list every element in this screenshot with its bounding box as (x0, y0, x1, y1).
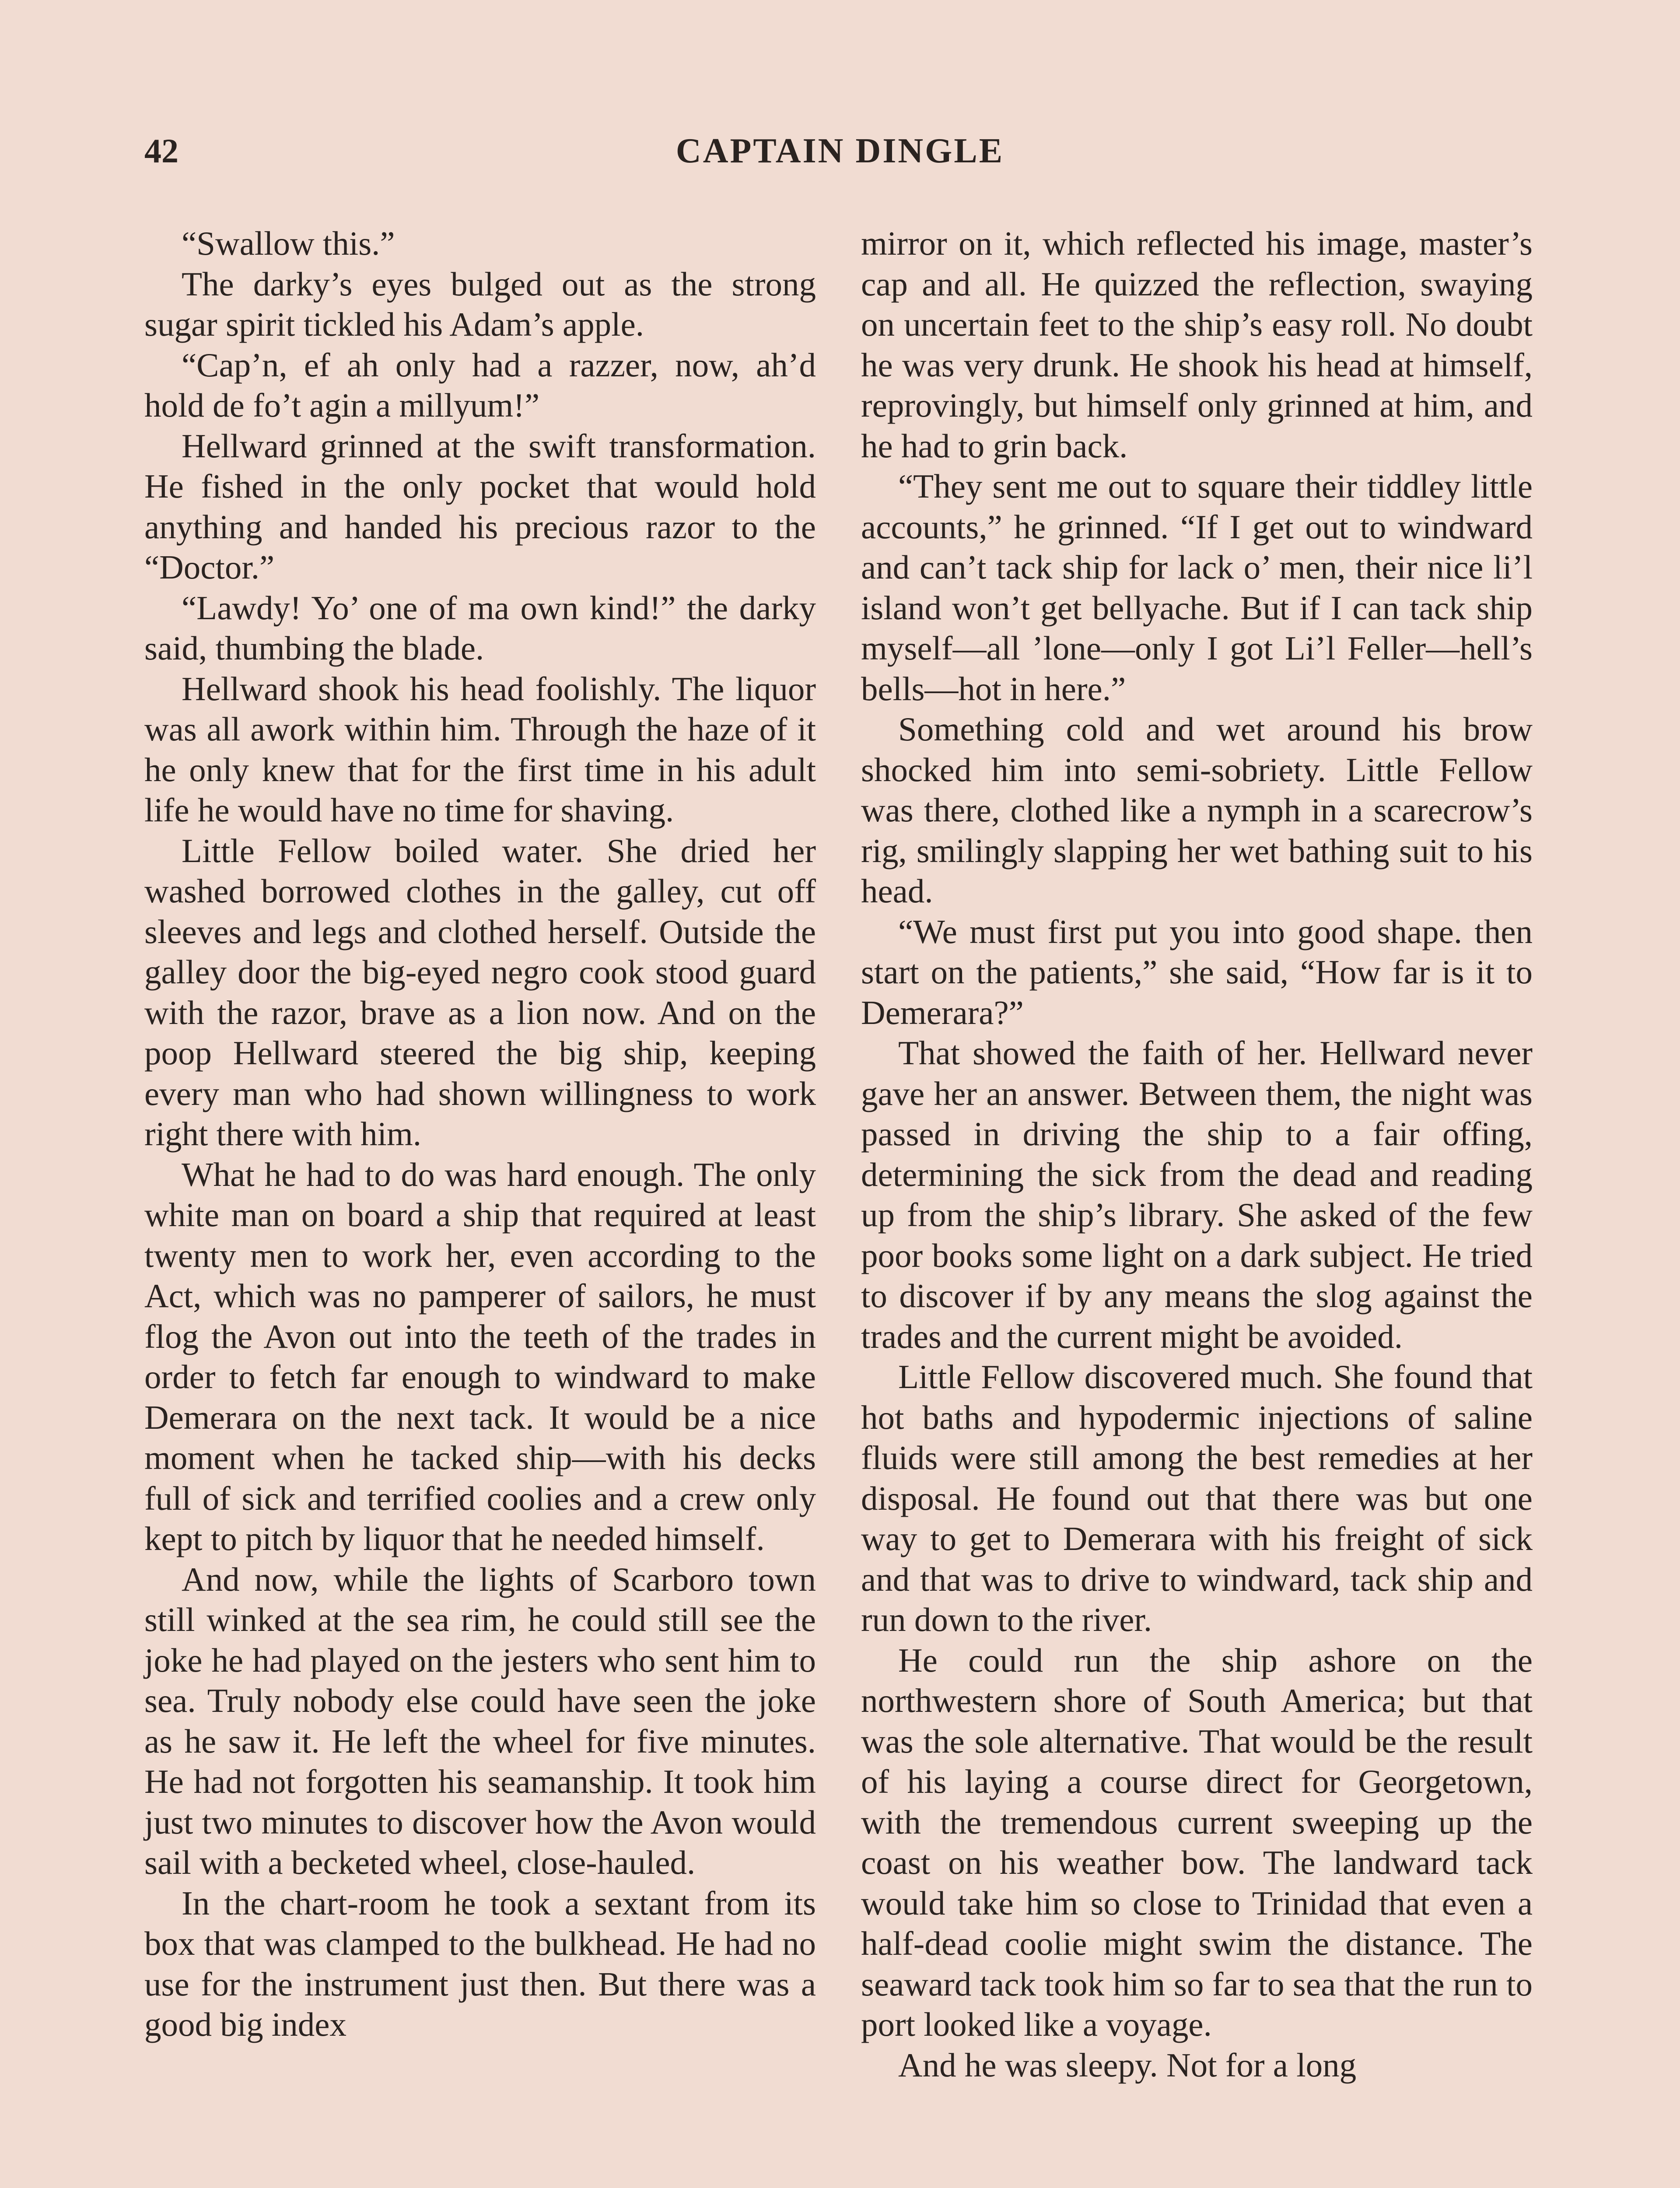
paragraph: Something cold and wet around his brow shocked him into semi-sobriety. Little Fellow was there, clothed like a nymph in a scarecrow’s rig, smilingly slapping her wet bathing suit to his head. (861, 710, 1533, 910)
paragraph: mirror on it, which reflected his image, master’s cap and all. He quizzed the reflection, swaying on uncertain feet to the ship’s easy roll. No doubt he was very drunk. He shook his head at himself, reprovingly, but himself only grinned at him, and he had to grin back. (861, 224, 1533, 465)
paragraph: Hellward grinned at the swift transformation. He fished in the only pocket that would hold anything and handed his precious razor to the “Doctor.” (144, 427, 816, 586)
paragraph: In the chart-room he took a sextant from its box that was clamped to the bulkhead. He had no use for the instrument just then. But there was a good big index (144, 1884, 816, 2043)
running-title: CAPTAIN DINGLE (676, 132, 1004, 170)
paragraph: The darky’s eyes bulged out as the strong sugar spirit tickled his Adam’s apple. (144, 265, 816, 343)
page-header (144, 131, 1536, 179)
paragraph: Little Fellow boiled water. She dried her washed borrowed clothes in the galley, cut off sleeves and legs and clothed herself. Outside the galley door the big-eyed negro cook stood guard with the razor, brave as a lion now. And on the poop Hellward steered the big ship, keeping every man who had shown willingness to work right there with him. (144, 831, 816, 1153)
paragraph: “Lawdy! Yo’ one of ma own kind!” the darky said, thumbing the blade. (144, 589, 816, 667)
paragraph: He could run the ship ashore on the northwestern shore of South America; but that was the sole alternative. That would be the result of his laying a course direct for Georgetown, with the tremendous current sweeping up the coast on his weather bow. The landward tack would take him so close to Trinidad that even a half-dead coolie might swim the distance. The seaward tack took him so far to sea that the run to port looked like a voyage. (861, 1641, 1533, 2043)
paragraph: What he had to do was hard enough. The only white man on board a ship that required at least twenty men to work her, even according to the Act, which was no pamperer of sailors, he must flog the Avon out into the teeth of the trades in order to fetch far enough to windward to make Demerara on the next tack. It would be a nice moment when he tacked ship—with his decks full of sick and terrified coolies and a crew only kept to pitch by liquor that he needed himself. (144, 1155, 816, 1557)
page-number: 42 (144, 132, 178, 170)
paragraph: Hellward shook his head foolishly. The liquor was all awork within him. Through the haze of it he only knew that for the first time in his adult life he would have no time for shaving. (144, 670, 816, 829)
right-column (861, 223, 1533, 2085)
left-column (144, 223, 816, 2045)
paragraph: “Cap’n, ef ah only had a razzer, now, ah’d hold de fo’t agin a millyum!” (144, 346, 816, 424)
paragraph: That showed the faith of her. Hellward never gave her an answer. Between them, the night was passed in driving the ship to a fair offing, determining the sick from the dead and reading up from the ship’s library. She asked of the few poor books some light on a dark subject. He tried to discover if by any means the slog against the trades and the current might be avoided. (861, 1034, 1533, 1355)
paragraph: Little Fellow discovered much. She found that hot baths and hypodermic injections of saline fluids were still among the best remedies at her disposal. He found out that there was but one way to get to Demerara with his freight of sick and that was to drive to windward, tack ship and run down to the river. (861, 1358, 1533, 1638)
paragraph: And he was sleepy. Not for a long (898, 2046, 1357, 2084)
paragraph: “They sent me out to square their tiddley little accounts,” he grinned. “If I get out to windward and can’t tack ship for lack o’ men, their nice li’l island won’t get bellyache. But if I can tack ship myself—all ’lone—only I got Li’l Feller—hell’s bells—hot in here.” (861, 467, 1533, 708)
paragraph: “Swallow this.” (182, 224, 395, 262)
paragraph: And now, while the lights of Scarboro town still winked at the sea rim, he could still see the joke he had played on the jesters who sent him to sea. Truly nobody else could have seen the joke as he saw it. He left the wheel for five minutes. He had not forgotten his seamanship. It took him just two minutes to discover how the Avon would sail with a becketed wheel, close-hauled. (144, 1560, 816, 1881)
paragraph: “We must first put you into good shape. then start on the patients,” she said, “How far is it to Demerara?” (861, 912, 1533, 1031)
